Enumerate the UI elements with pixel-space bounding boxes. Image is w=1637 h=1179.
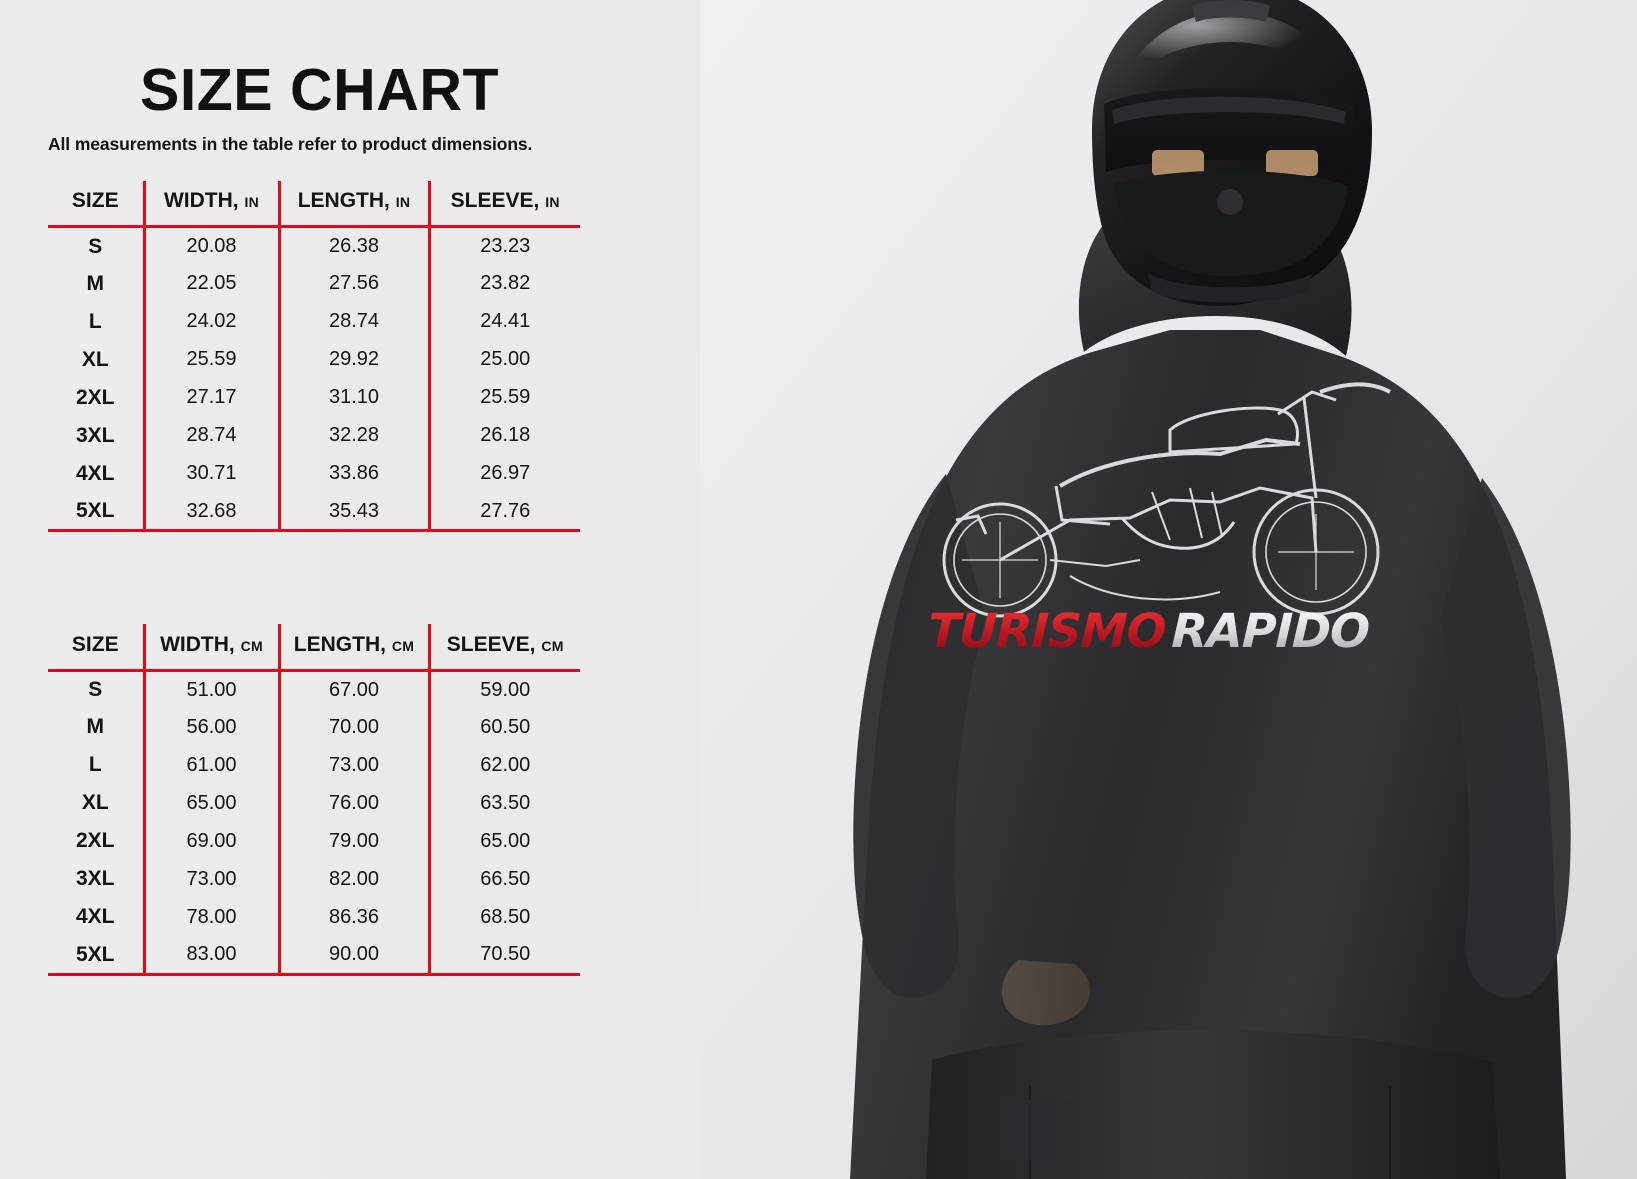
table-row <box>48 860 580 898</box>
cell-sleeve: 27.76 <box>429 493 580 531</box>
size-table-inches <box>48 181 580 533</box>
column-header-length: LENGTH, IN <box>279 181 429 227</box>
product-photo-illustration <box>700 0 1637 1179</box>
cell-sleeve: 63.50 <box>480 791 531 814</box>
cell-width: 56.00 <box>144 708 279 746</box>
cell-size: XL <box>48 341 144 379</box>
cell-width: 32.68 <box>144 493 279 531</box>
size-table-inches-wrapper <box>48 181 700 533</box>
cell-sleeve: 59.00 <box>480 678 531 701</box>
table-header-row <box>48 624 580 670</box>
cell-length: 86.36 <box>279 898 429 936</box>
cell-width: 61.00 <box>144 746 279 784</box>
cell-sleeve: 26.18 <box>480 424 531 447</box>
table-row <box>48 417 580 455</box>
cell-sleeve: 24.41 <box>480 310 531 333</box>
cell-width: 51.00 <box>144 670 279 708</box>
table-row <box>48 379 580 417</box>
cell-sleeve: 25.59 <box>480 386 531 409</box>
page-title: SIZE CHART <box>140 57 499 123</box>
cell-size: 5XL <box>48 936 144 974</box>
table-row <box>48 670 580 708</box>
cell-size: 4XL <box>48 455 144 493</box>
column-header-width: WIDTH, CM <box>144 624 279 670</box>
cell-sleeve: 26.97 <box>480 462 531 485</box>
cell-sleeve: 62.00 <box>480 753 531 776</box>
product-photo <box>700 0 1637 1179</box>
cell-sleeve: 23.82 <box>480 272 531 295</box>
cell-length: 82.00 <box>279 860 429 898</box>
table-row <box>48 822 580 860</box>
motorcycle-helmet <box>1092 0 1372 306</box>
cell-size: M <box>48 708 144 746</box>
cell-length: 79.00 <box>279 822 429 860</box>
cell-length: 90.00 <box>279 936 429 974</box>
table-row <box>48 936 580 974</box>
cell-width: 28.74 <box>144 417 279 455</box>
table-row <box>48 265 580 303</box>
column-header-sleeve: SLEEVE, IN <box>450 189 560 213</box>
cell-size: L <box>48 746 144 784</box>
cell-length: 67.00 <box>279 670 429 708</box>
column-header-length: LENGTH, CM <box>279 624 429 670</box>
cell-width: 65.00 <box>144 784 279 822</box>
cell-width: 30.71 <box>144 455 279 493</box>
cell-length: 28.74 <box>279 303 429 341</box>
cell-sleeve: 23.23 <box>480 235 531 258</box>
cell-sleeve: 68.50 <box>480 905 531 928</box>
cell-sleeve: 60.50 <box>480 715 531 738</box>
cell-width: 20.08 <box>144 227 279 265</box>
table-row <box>48 493 580 531</box>
helmet-vent-right <box>1266 150 1318 176</box>
cell-size: 3XL <box>48 860 144 898</box>
cell-width: 25.59 <box>144 341 279 379</box>
table-row <box>48 227 580 265</box>
cell-length: 73.00 <box>279 746 429 784</box>
cell-size: S <box>48 670 144 708</box>
helmet-chin-vent <box>1217 189 1243 215</box>
cell-length: 32.28 <box>279 417 429 455</box>
table-row <box>48 708 580 746</box>
cell-length: 35.43 <box>279 493 429 531</box>
cell-width: 22.05 <box>144 265 279 303</box>
cell-sleeve: 70.50 <box>429 936 580 974</box>
cell-size: 2XL <box>48 822 144 860</box>
print-word-turismo: TURISMO <box>927 604 1167 659</box>
table-row <box>48 784 580 822</box>
cell-sleeve: 66.50 <box>480 867 531 890</box>
column-header-size: SIZE <box>48 624 144 670</box>
cell-width: 73.00 <box>144 860 279 898</box>
cell-length: 27.56 <box>279 265 429 303</box>
print-word-rapido: RAPIDO <box>1170 604 1370 659</box>
cell-size: S <box>48 227 144 265</box>
table-row <box>48 746 580 784</box>
cell-size: L <box>48 303 144 341</box>
table-row <box>48 303 580 341</box>
cell-width: 69.00 <box>144 822 279 860</box>
cell-size: XL <box>48 784 144 822</box>
size-chart-panel <box>0 0 700 1179</box>
cell-sleeve: 25.00 <box>480 348 531 371</box>
table-row <box>48 341 580 379</box>
column-header-sleeve: SLEEVE, CM <box>446 632 564 656</box>
column-header-width: WIDTH, IN <box>144 181 279 227</box>
cell-size: 3XL <box>48 417 144 455</box>
table-row <box>48 898 580 936</box>
cell-size: 2XL <box>48 379 144 417</box>
cell-size: M <box>48 265 144 303</box>
cell-length: 29.92 <box>279 341 429 379</box>
size-table-centimeters-wrapper <box>48 624 700 976</box>
cell-length: 70.00 <box>279 708 429 746</box>
cell-width: 27.17 <box>144 379 279 417</box>
page-subtitle: All measurements in the table refer to product dimensions. <box>48 133 533 154</box>
size-table-centimeters <box>48 624 580 976</box>
cell-sleeve: 65.00 <box>480 829 531 852</box>
hoodie-print-text <box>927 604 1370 659</box>
cell-size: 5XL <box>48 493 144 531</box>
table-row <box>48 455 580 493</box>
cell-width: 78.00 <box>144 898 279 936</box>
table-header-row <box>48 181 580 227</box>
column-header-size: SIZE <box>48 181 144 227</box>
cell-width: 83.00 <box>144 936 279 974</box>
cell-size: 4XL <box>48 898 144 936</box>
cell-length: 33.86 <box>279 455 429 493</box>
cell-length: 31.10 <box>279 379 429 417</box>
cell-length: 26.38 <box>279 227 429 265</box>
cell-length: 76.00 <box>279 784 429 822</box>
cell-width: 24.02 <box>144 303 279 341</box>
